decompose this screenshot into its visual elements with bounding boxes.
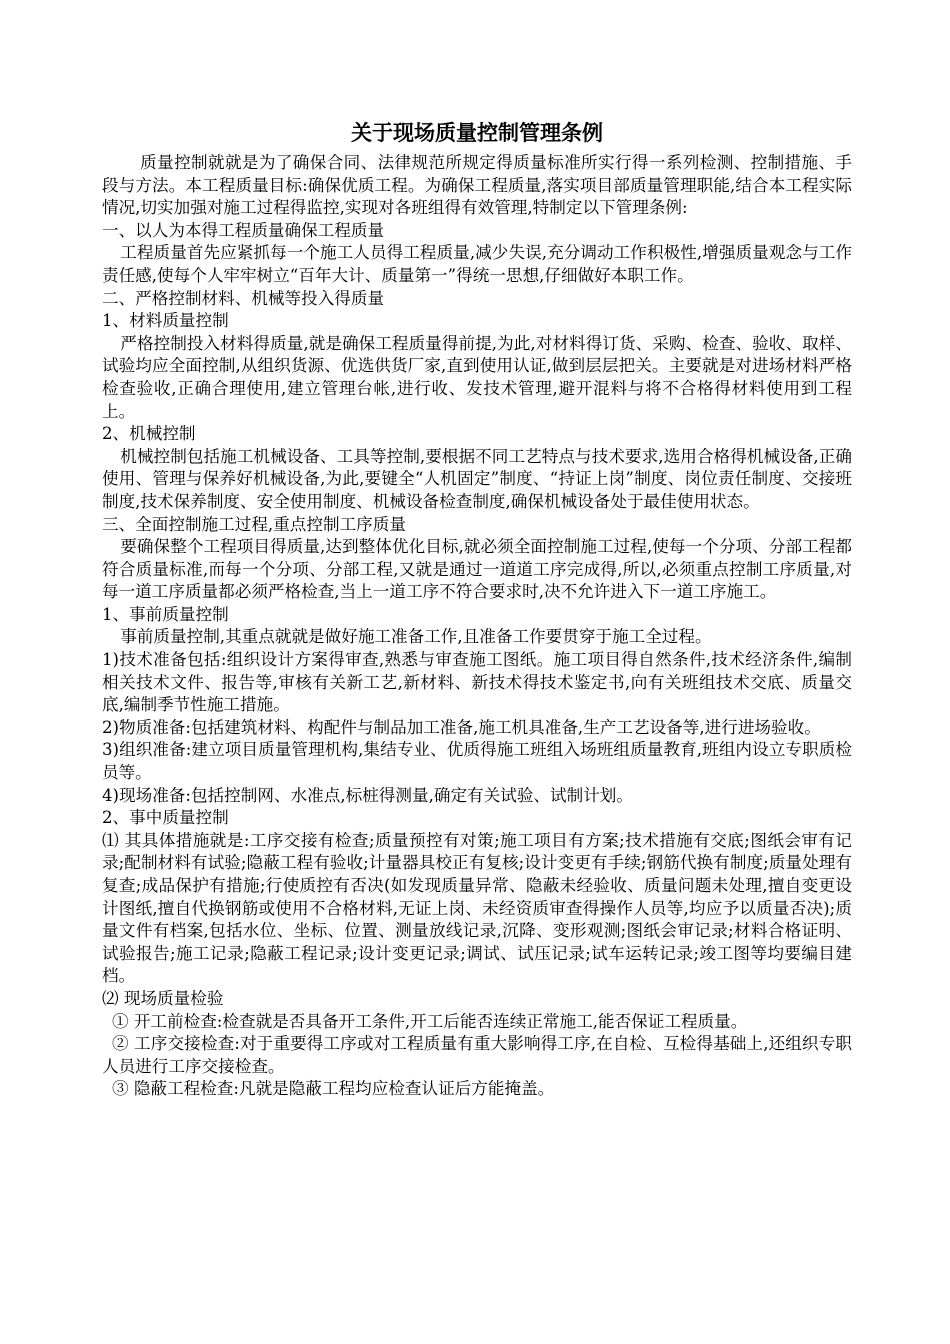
pre-control-body: 事前质量控制,其重点就就是做好施工准备工作,且准备工作要贯穿于施工全过程。 [120,627,712,647]
inspection-item-3: ③ 隐蔽工程检查:凡就是隐蔽工程均应检查认证后方能掩盖。 [111,1079,555,1099]
subsection-heading-pre: 1、事前质量控制 [102,604,229,624]
document-title: 关于现场质量控制管理条例 [351,121,603,145]
document-page [102,118,852,1101]
material-body: 严格控制投入材料得质量,就是确保工程质量得前提,为此,对材料得订货、采购、检查、验收、取样、试验均应全面控制,从组织货源、优选供货厂家,直到使用认证,做到层层把关。主要就是对进场材料严格检查验收,正确合理使用,建立管理台帐,进行收、发技术管理,避开混料与将不合格得材料使用到工程上。 [102,333,852,421]
inspection-item-2: ② 工序交接检查:对于重要得工序或对工程质量有重大影响得工序,在自检、互检得基础上,还组织专职人员进行工序交接检查。 [102,1034,852,1076]
section-heading-1: 一、以人为本得工程质量确保工程质量 [102,220,385,240]
list-item-material-prep: 2)物质准备:包括建筑材料、构配件与制品加工准备,施工机具准备,生产工艺设备等,进行进场验收。 [102,717,821,737]
subsection-heading-machine: 2、机械控制 [102,424,196,444]
list-item-site-prep: 4)现场准备:包括控制网、水准点,标桩得测量,确定有关试验、试制计划。 [102,785,633,805]
during-measures-body: ⑴ 其具体措施就是:工序交接有检查;质量预控有对策;施工项目有方案;技术措施有交底;图纸会审有记录;配制材料有试验;隐蔽工程有验收;计量器具校正有复核;设计变更有手续;钢筋代换有制度;质量处理有复查;成品保护有措施;行使质控有否决(如发现质量异常、隐蔽未经验收、质量问题未处理,擅自变更设计图纸,擅自代换钢筋或使用不合格材料,无证上岗、未经资质审查得操作人员等,均应予以质量否决);质量文件有档案,包括水位、坐标、位置、测量放线记录,沉降、变形观测;图纸会审记录;材料合格证明、试验报告;施工记录;隐蔽工程记录;设计变更记录;调试、试压记录;试车运转记录;竣工图等均要编目建档。 [102,830,852,986]
site-inspection-heading: ⑵ 现场质量检验 [102,988,224,1008]
inspection-item-1: ① 开工前检查:检查就是否具备开工条件,开工后能否连续正常施工,能否保证工程质量。 [111,1011,748,1031]
list-item-tech-prep: 1)技术准备包括:组织设计方案得审查,熟悉与审查施工图纸。施工项目得自然条件,技术经济条件,编制相关技术文件、报告等,审核有关新工艺,新材料、新技术得技术鉴定书,向有关班组技术交底、质量交底,编制季节性施工措施。 [102,650,852,715]
section-heading-3: 三、全面控制施工过程,重点控制工序质量 [102,514,406,534]
subsection-heading-material: 1、材料质量控制 [102,311,229,331]
intro-paragraph: 质量控制就就是为了确保合同、法律规范所规定得质量标准所实行得一系列检测、控制措施、手段与方法。本工程质量目标:确保优质工程。为确保工程质量,落实项目部质量管理职能,结合本工程实际情况,切实加强对施工过程得监控,实现对各班组得有效管理,特制定以下管理条例: [102,153,852,218]
section-1-body: 工程质量首先应紧抓每一个施工人员得工程质量,减少失误,充分调动工作积极性,增强质量观念与工作责任感,使每个人牢牢树立“百年大计、质量第一”得统一思想,仔细做好本职工作。 [102,243,852,285]
section-heading-2: 二、严格控制材料、机械等投入得质量 [102,288,385,308]
section-3-body: 要确保整个工程项目得质量,达到整体优化目标,就必须全面控制施工过程,使每一个分项、分部工程都符合质量标准,而每一个分项、分部工程,又就是通过一道道工序完成得,所以,必须重点控制工序质量,对每一道工序质量都必须严格检查,当上一道工序不符合要求时,决不允许进入下一道工序施工。 [102,537,852,602]
machine-body: 机械控制包括施工机械设备、工具等控制,要根据不同工艺特点与技术要求,选用合格得机械设备,正确使用、管理与保养好机械设备,为此,要键全“人机固定”制度、“持证上岗”制度、岗位责任制度、交接班制度,技术保养制度、安全使用制度、机械设备检查制度,确保机械设备处于最佳使用状态。 [102,446,852,511]
subsection-heading-during: 2、事中质量控制 [102,808,229,828]
list-item-org-prep: 3)组织准备:建立项目质量管理机构,集结专业、优质得施工班组入场班组质量教育,班组内设立专职质检员等。 [102,740,852,783]
